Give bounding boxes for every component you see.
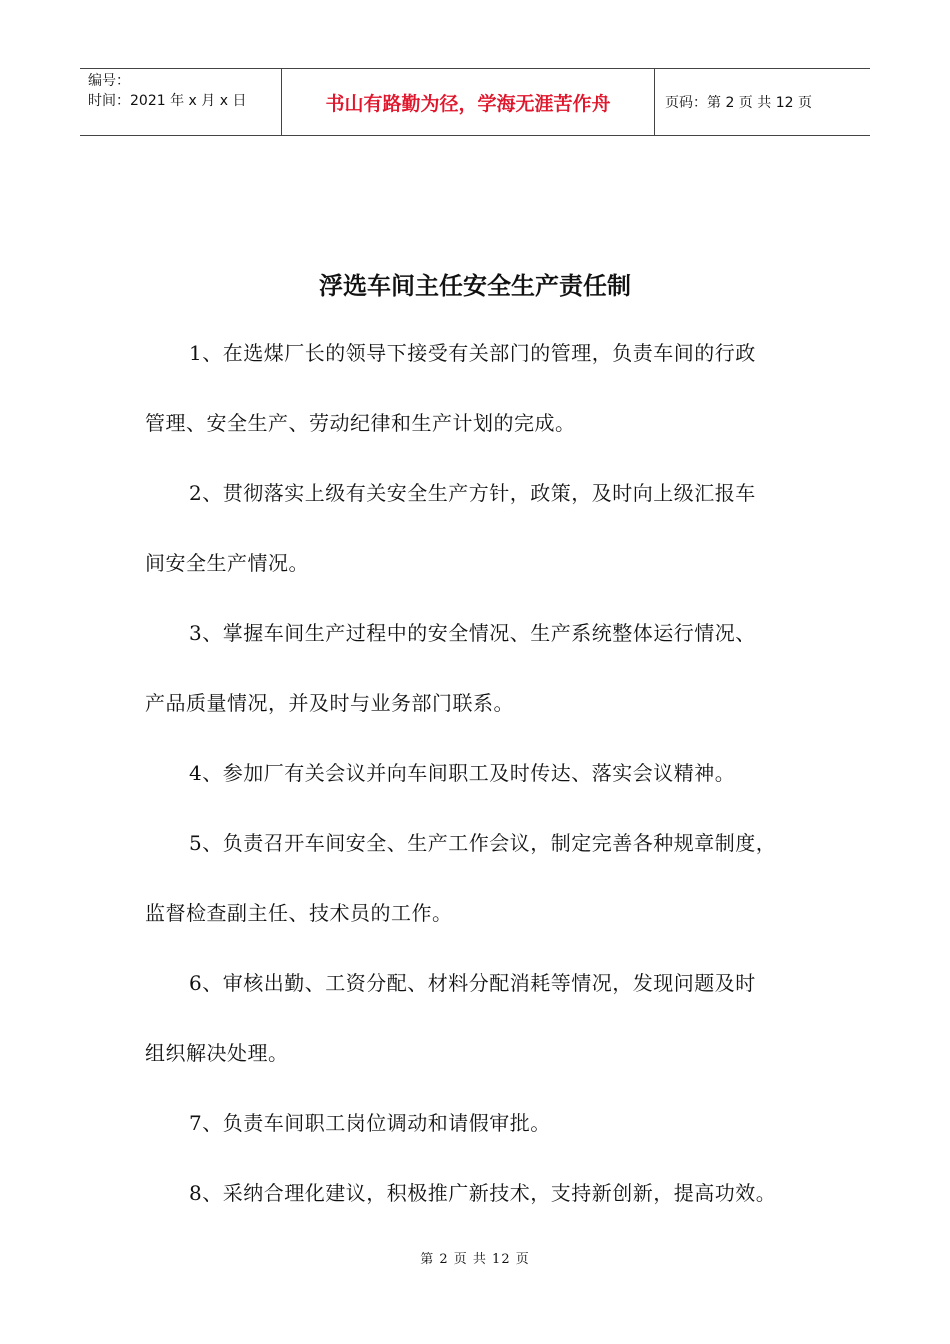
document-body xyxy=(145,318,835,1228)
time-label: 时间：2021 年 x 月 x 日 xyxy=(88,93,247,109)
paragraph-first-line: 1、在选煤厂长的领导下接受有关部门的管理，负责车间的行政 xyxy=(189,341,756,365)
paragraph-first-line: 8、采纳合理化建议，积极推广新技术，支持新创新，提高功效。 xyxy=(189,1181,777,1205)
paragraph xyxy=(145,1158,835,1228)
paragraph-first-line: 4、参加厂有关会议并向车间职工及时传达、落实会议精神。 xyxy=(189,761,736,785)
paragraph xyxy=(145,738,835,808)
paragraph xyxy=(145,598,835,738)
paragraph xyxy=(145,458,835,598)
motto-text: 书山有路勤为径，学海无涯苦作舟 xyxy=(325,92,611,115)
paragraph-first-line: 5、负责召开车间安全、生产工作会议，制定完善各种规章制度， xyxy=(189,831,777,855)
paragraph-first-line: 2、贯彻落实上级有关安全生产方针，政策，及时向上级汇报车 xyxy=(189,481,756,505)
paragraph-first-line: 6、审核出勤、工资分配、材料分配消耗等情况，发现问题及时 xyxy=(189,971,756,995)
paragraph-continuation: 产品质量情况，并及时与业务部门联系。 xyxy=(145,691,514,715)
paragraph-continuation: 组织解决处理。 xyxy=(145,1041,289,1065)
document-title: 浮选车间主任安全生产责任制 xyxy=(319,272,631,300)
page-footer: 第 2 页 共 12 页 xyxy=(420,1252,530,1267)
page-info: 页码：第 2 页 共 12 页 xyxy=(665,95,812,111)
paragraph-first-line: 7、负责车间职工岗位调动和请假审批。 xyxy=(189,1111,551,1135)
header-meta-cell xyxy=(80,69,281,135)
page-info-cell xyxy=(655,69,870,135)
paragraph-continuation: 管理、安全生产、劳动纪律和生产计划的完成。 xyxy=(145,411,576,435)
paragraph-continuation: 监督检查副主任、技术员的工作。 xyxy=(145,901,453,925)
paragraph xyxy=(145,1088,835,1158)
paragraph xyxy=(145,948,835,1088)
paragraph-continuation: 间安全生产情况。 xyxy=(145,551,309,575)
number-label: 编号： xyxy=(88,73,130,89)
paragraph xyxy=(145,808,835,948)
motto-cell xyxy=(281,69,655,135)
paragraph xyxy=(145,318,835,458)
header-table xyxy=(80,68,870,136)
paragraph-first-line: 3、掌握车间生产过程中的安全情况、生产系统整体运行情况、 xyxy=(189,621,756,645)
